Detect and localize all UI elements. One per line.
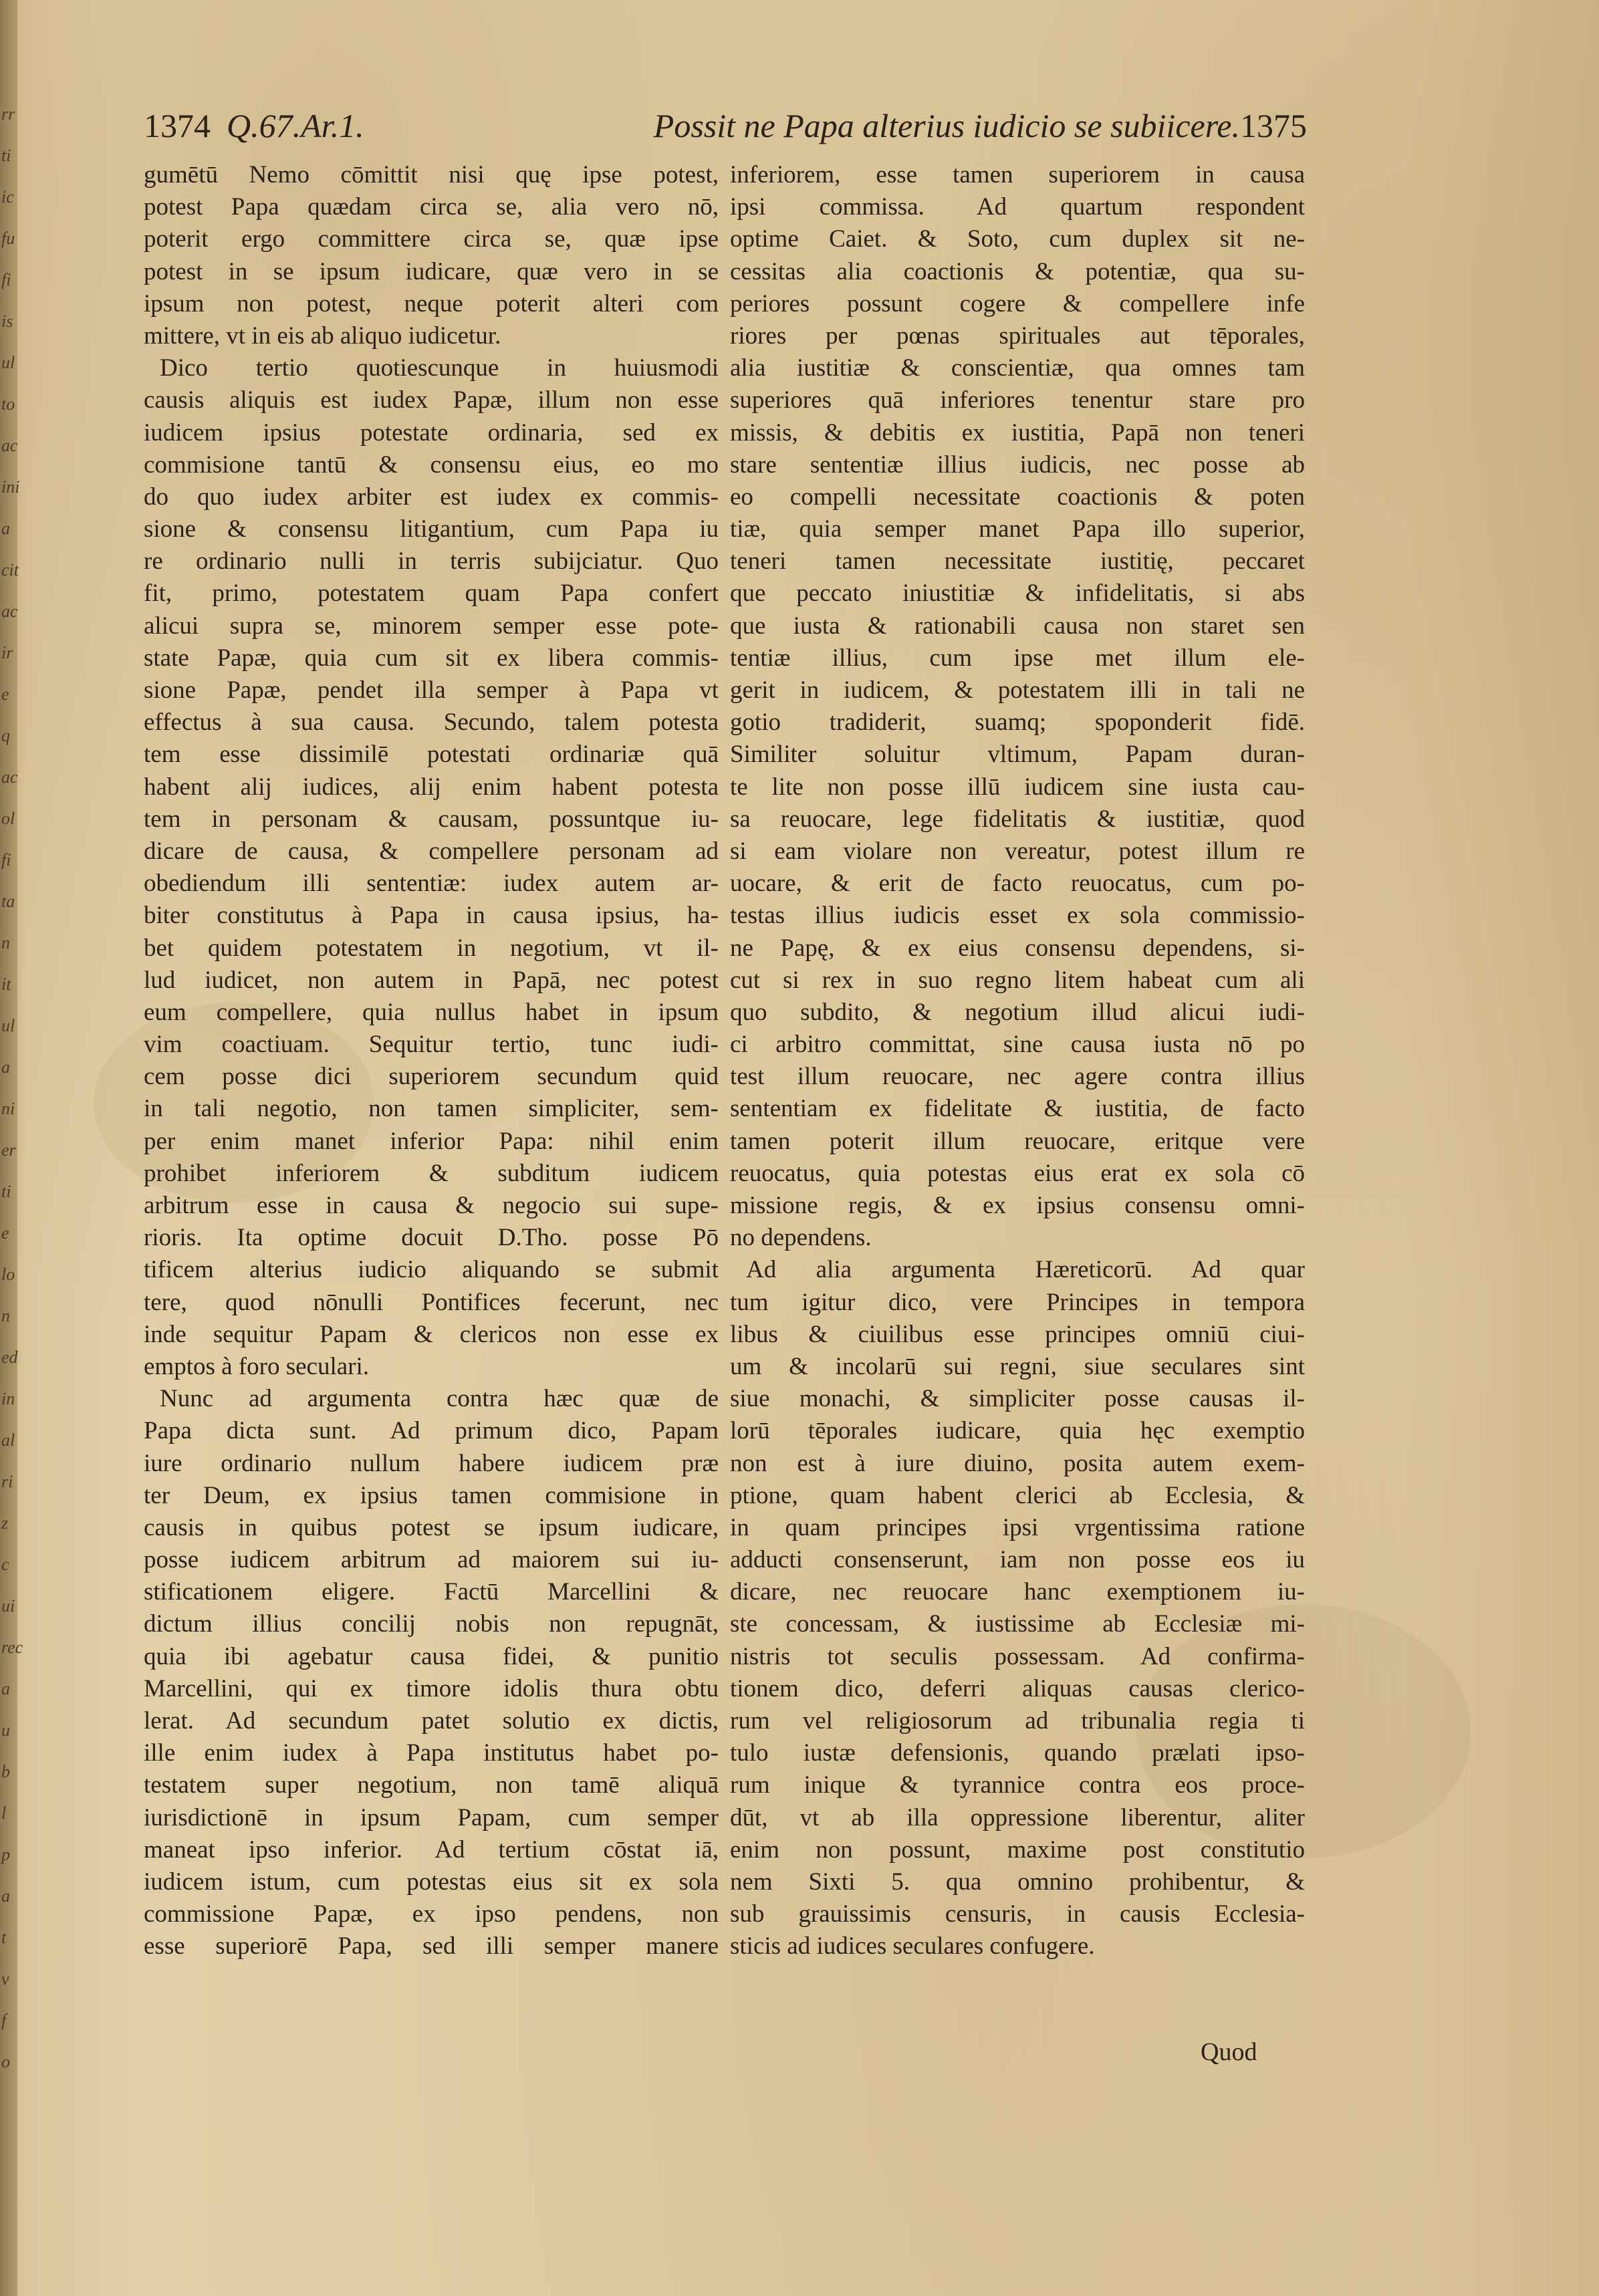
- margin-fragment: cit: [1, 560, 19, 580]
- text-line: esse superiorē Papa, sed illi semper manere: [144, 1932, 719, 1960]
- margin-fragment: ul: [1, 353, 15, 372]
- left-page-number: 1374: [144, 107, 211, 144]
- right-page-number: 1375: [1240, 107, 1307, 144]
- text-line: potest Papa quædam circa se, alia vero nō,: [144, 193, 719, 221]
- text-line: missis, & debitis ex iustitia, Papā non teneri: [730, 418, 1305, 447]
- text-line: ter Deum, ex ipsius tamen commisione in: [144, 1481, 719, 1509]
- text-line: mittere, vt in eis ab aliquo iudicetur.: [144, 322, 501, 350]
- margin-fragment: al: [1, 1430, 15, 1450]
- text-line: inde sequitur Papam & clericos non esse ex: [144, 1320, 719, 1348]
- text-line: lorū tēporales iudicare, quia hęc exemptio: [730, 1417, 1305, 1445]
- margin-fragment: is: [1, 311, 13, 331]
- text-line: biter constitutus à Papa in causa ipsius, ha-: [144, 902, 719, 930]
- text-line: sione Papæ, pendet illa semper à Papa vt: [144, 676, 719, 704]
- text-line: lerat. Ad secundum patet solutio ex dictis,: [144, 1707, 719, 1735]
- text-line: prohibet inferiorem & subditum iudicem: [144, 1159, 719, 1187]
- text-line: tem esse dissimilē potestati ordinariæ quā: [144, 741, 719, 769]
- margin-fragment: ni: [1, 1099, 15, 1118]
- text-line: re ordinario nulli in terris subijciatur. Quo: [144, 547, 719, 576]
- margin-fragment: z: [1, 1513, 9, 1533]
- margin-fragment: c: [1, 1555, 9, 1574]
- margin-fragment: ed: [1, 1348, 18, 1367]
- text-line: si eam violare non vereatur, potest illum re: [730, 837, 1305, 865]
- margin-fragment: ol: [1, 809, 15, 828]
- text-line: arbitrum esse in causa & negocio sui supe-: [144, 1192, 719, 1219]
- text-line: poterit ergo committere circa se, quæ ipse: [144, 225, 719, 253]
- text-line: rum vel religiosorum ad tribunalia regia ti: [730, 1707, 1305, 1735]
- text-line: tum igitur dico, vere Principes in tempora: [730, 1288, 1305, 1316]
- text-line: quia ibi agebatur causa fidei, & punitio: [144, 1642, 719, 1670]
- text-line: superiores quā inferiores tenentur stare pro: [730, 386, 1305, 414]
- text-line: Marcellini, qui ex timore idolis thura obtu: [144, 1674, 719, 1702]
- text-line: libus & ciuilibus esse principes omniū ciui-: [730, 1320, 1305, 1348]
- text-line: Ad alia argumenta Hæreticorū. Ad quar: [746, 1256, 1305, 1284]
- text-line: alicui supra se, minorem semper esse pote-: [144, 612, 719, 640]
- text-line: do quo iudex arbiter est iudex ex commis-: [144, 483, 719, 511]
- text-line: commissione Papæ, ex ipso pendens, non: [144, 1900, 719, 1928]
- text-line: sententiam ex fidelitate & iustitia, de facto: [730, 1095, 1305, 1123]
- text-line: dicare, nec reuocare hanc exemptionem iu-: [730, 1578, 1305, 1606]
- text-line: Dico tertio quotiescunque in huiusmodi: [160, 354, 719, 382]
- margin-fragment: ri: [1, 1472, 13, 1491]
- margin-fragment: o: [1, 2052, 10, 2071]
- text-line: riores per pœnas spirituales aut tēporales,: [730, 322, 1305, 350]
- margin-fragment: p: [1, 1845, 10, 1864]
- text-line: tamen poterit illum reuocare, eritque vere: [730, 1127, 1305, 1155]
- text-line: cem posse dici superiorem secundum quid: [144, 1063, 719, 1091]
- text-line: gumētū Nemo cōmittit nisi quę ipse potest,: [144, 161, 719, 188]
- margin-fragment: q: [1, 726, 10, 745]
- running-head-right: [654, 104, 1307, 147]
- text-line: tere, quod nōnulli Pontifices fecerunt, nec: [144, 1288, 719, 1316]
- text-line: potest in se ipsum iudicare, quæ vero in se: [144, 257, 719, 285]
- text-line: sticis ad iudices seculares confugere.: [730, 1932, 1095, 1960]
- right-text-column: [730, 159, 1305, 1963]
- text-line: gerit in iudicem, & potestatem illi in tali ne: [730, 676, 1305, 704]
- text-line: alia iustitiæ & conscientiæ, qua omnes tam: [730, 354, 1305, 382]
- margin-fragment: ac: [1, 436, 18, 455]
- text-line: stificationem eligere. Factū Marcellini &: [144, 1578, 719, 1606]
- text-line: dictum illius concilij nobis non repugnāt,: [144, 1610, 719, 1638]
- text-line: te lite non posse illū iudicem sine iusta cau-: [730, 773, 1305, 801]
- margin-fragment: a: [1, 1057, 10, 1077]
- margin-fragment: b: [1, 1762, 10, 1781]
- text-line: que iusta & rationabili causa non staret sen: [730, 612, 1305, 640]
- text-line: um & incolarū sui regni, siue seculares sint: [730, 1352, 1305, 1380]
- text-line: nistris tot seculis possessam. Ad confirma-: [730, 1642, 1305, 1670]
- catchword: Quod: [1201, 2038, 1257, 2066]
- margin-fragment: ti: [1, 146, 11, 165]
- text-line: rum inique & tyrannice contra eos proce-: [730, 1771, 1305, 1799]
- text-line: sub grauissimis censuris, in causis Ecclesia-: [730, 1900, 1305, 1928]
- margin-fragment: e: [1, 1223, 9, 1243]
- text-line: Nunc ad argumenta contra hæc quæ de: [160, 1385, 719, 1413]
- margin-fragment: ti: [1, 1182, 11, 1201]
- text-line: tulo iustæ defensionis, quando prælati ipso-: [730, 1739, 1305, 1767]
- margin-fragment: a: [1, 1679, 10, 1698]
- text-line: Similiter soluitur vltimum, Papam duran-: [730, 741, 1305, 769]
- question-article-reference: Q.67.Ar.1.: [227, 107, 364, 144]
- text-line: periores possunt cogere & compellere infe: [730, 289, 1305, 317]
- text-line: ste concessam, & iustissime ab Ecclesiæ mi-: [730, 1610, 1305, 1638]
- margin-fragment: ui: [1, 1596, 15, 1616]
- margin-fragment: lo: [1, 1265, 15, 1284]
- text-line: ne Papę, & ex eius consensu dependens, si-: [730, 934, 1305, 962]
- margin-fragment: in: [1, 1389, 15, 1408]
- text-line: eum compellere, quia nullus habet in ipsum: [144, 998, 719, 1026]
- text-line: iudicem ipsius potestate ordinaria, sed ex: [144, 418, 719, 447]
- text-line: adducti consenserunt, iam non posse eos iu: [730, 1546, 1305, 1574]
- margin-fragment: rec: [1, 1638, 23, 1657]
- margin-fragment: a: [1, 519, 10, 538]
- text-line: cessitas alia coactionis & potentiæ, qua su-: [730, 257, 1305, 285]
- margin-fragment: fi: [1, 850, 11, 870]
- margin-fragment: l: [1, 1803, 7, 1823]
- text-line: siue monachi, & simpliciter posse causas il-: [730, 1385, 1305, 1413]
- text-line: dūt, vt ab illa oppressione liberentur, aliter: [730, 1803, 1305, 1831]
- running-head-left: [144, 104, 364, 147]
- text-line: dicare de causa, & compellere personam ad: [144, 837, 719, 865]
- text-line: non est à iure diuino, posita autem exem-: [730, 1449, 1305, 1477]
- text-line: nem Sixti 5. qua omnino prohibentur, &: [730, 1868, 1305, 1896]
- margin-fragment: ul: [1, 1016, 15, 1035]
- text-line: state Papæ, quia cum sit ex libera commis-: [144, 644, 719, 672]
- text-line: ipsum non potest, neque poterit alteri com: [144, 289, 719, 317]
- text-line: iudicem istum, cum potestas eius sit ex sola: [144, 1868, 719, 1896]
- text-line: no dependens.: [730, 1224, 872, 1252]
- margin-fragment: it: [1, 975, 11, 994]
- text-line: commisione tantū & consensu eius, eo mo: [144, 451, 719, 479]
- text-line: in tali negotio, non tamen simpliciter, sem-: [144, 1095, 719, 1123]
- margin-fragment: u: [1, 1720, 10, 1740]
- text-line: per enim manet inferior Papa: nihil enim: [144, 1127, 719, 1155]
- text-line: causis aliquis est iudex Papæ, illum non esse: [144, 386, 719, 414]
- margin-fragment: to: [1, 394, 15, 414]
- text-line: habent alij iudices, alij enim habent potesta: [144, 773, 719, 801]
- text-line: iure ordinario nullum habere iudicem præ: [144, 1449, 719, 1477]
- text-line: enim non possunt, maxime post constitutio: [730, 1835, 1305, 1864]
- text-line: bet quidem potestatem in negotium, vt il-: [144, 934, 719, 962]
- running-head: [144, 104, 1307, 147]
- margin-fragment: ta: [1, 892, 15, 911]
- text-line: obediendum illi sententiæ: iudex autem ar-: [144, 870, 719, 898]
- margin-fragment: f: [1, 2011, 7, 2030]
- text-line: tificem alterius iudicio aliquando se submit: [144, 1256, 719, 1284]
- text-line: effectus à sua causa. Secundo, talem potesta: [144, 709, 719, 737]
- text-line: que peccato iniustitiæ & infidelitatis, si abs: [730, 580, 1305, 608]
- text-line: ptione, quam habent clerici ab Ecclesia, &: [730, 1481, 1305, 1509]
- text-line: inferiorem, esse tamen superiorem in causa: [730, 161, 1305, 188]
- text-line: ci arbitro committat, sine causa iusta nō po: [730, 1031, 1305, 1059]
- text-line: emptos à foro seculari.: [144, 1352, 369, 1380]
- text-line: missione regis, & ex ipsius consensu omni-: [730, 1192, 1305, 1219]
- text-line: vim coactiuam. Sequitur tertio, tunc iudi-: [144, 1031, 719, 1059]
- text-line: stare sententiæ illius iudicis, nec posse ab: [730, 451, 1305, 479]
- margin-fragment: a: [1, 1886, 10, 1906]
- text-line: causis in quibus potest se ipsum iudicare,: [144, 1513, 719, 1541]
- text-line: tiæ, quia semper manet Papa illo superior,: [730, 515, 1305, 543]
- text-line: quo subdito, & negotium illud alicui iudi-: [730, 998, 1305, 1026]
- text-line: iurisdictionē in ipsum Papam, cum semper: [144, 1803, 719, 1831]
- text-line: in quam principes ipsi vrgentissima ratione: [730, 1513, 1305, 1541]
- running-title: Possit ne Papa alterius iudicio se subiicere.: [653, 107, 1240, 144]
- margin-fragments: [0, 94, 23, 2166]
- margin-fragment: ac: [1, 602, 18, 621]
- text-line: ipsi commissa. Ad quartum respondent: [730, 193, 1305, 221]
- margin-fragment: er: [1, 1140, 16, 1160]
- text-line: testas illius iudicis esset ex sola commissio-: [730, 902, 1305, 930]
- margin-fragment: n: [1, 933, 10, 952]
- margin-fragment: ini: [1, 477, 20, 497]
- margin-fragment: fu: [1, 229, 15, 248]
- text-line: Papa dicta sunt. Ad primum dico, Papam: [144, 1417, 719, 1445]
- text-line: optime Caiet. & Soto, cum duplex sit ne-: [730, 225, 1305, 253]
- text-line: cut si rex in suo regno litem habeat cum ali: [730, 966, 1305, 994]
- text-line: lud iudicet, non autem in Papā, nec potest: [144, 966, 719, 994]
- text-line: tionem dico, deferri aliquas causas clerico-: [730, 1674, 1305, 1702]
- margin-fragment: t: [1, 1928, 7, 1947]
- margin-fragment: e: [1, 684, 9, 704]
- text-line: reuocatus, quia potestas eius erat ex sola cō: [730, 1159, 1305, 1187]
- margin-fragment: v: [1, 1969, 9, 1989]
- margin-fragment: fi: [1, 270, 11, 289]
- text-line: sa reuocare, lege fidelitatis & iustitiæ, quod: [730, 805, 1305, 833]
- text-line: rioris. Ita optime docuit D.Tho. posse Pō: [144, 1224, 719, 1252]
- text-line: posse iudicem arbitrum ad maiorem sui iu-: [144, 1546, 719, 1574]
- left-text-column: [144, 159, 719, 1963]
- margin-fragment: rr: [1, 104, 15, 124]
- text-line: eo compelli necessitate coactionis & poten: [730, 483, 1305, 511]
- text-line: tem in personam & causam, possuntque iu-: [144, 805, 719, 833]
- text-line: ille enim iudex à Papa institutus habet po-: [144, 1739, 719, 1767]
- text-line: sione & consensu litigantium, cum Papa iu: [144, 515, 719, 543]
- margin-fragment: ac: [1, 767, 18, 787]
- text-line: uocare, & erit de facto reuocatus, cum po-: [730, 870, 1305, 898]
- text-line: tentiæ illius, cum ipse met illum ele-: [730, 644, 1305, 672]
- text-line: testatem super negotium, non tamē aliquā: [144, 1771, 719, 1799]
- margin-fragment: ir: [1, 643, 13, 662]
- text-line: fit, primo, potestatem quam Papa confert: [144, 580, 719, 608]
- text-line: test illum reuocare, nec agere contra illius: [730, 1063, 1305, 1091]
- margin-fragment: n: [1, 1306, 10, 1325]
- text-line: gotio tradiderit, suamq; spoponderit fidē.: [730, 709, 1305, 737]
- margin-fragment: ic: [1, 187, 14, 207]
- text-line: teneri tamen necessitate iustitię, peccaret: [730, 547, 1305, 576]
- text-line: maneat ipso inferior. Ad tertium cōstat iā,: [144, 1835, 719, 1864]
